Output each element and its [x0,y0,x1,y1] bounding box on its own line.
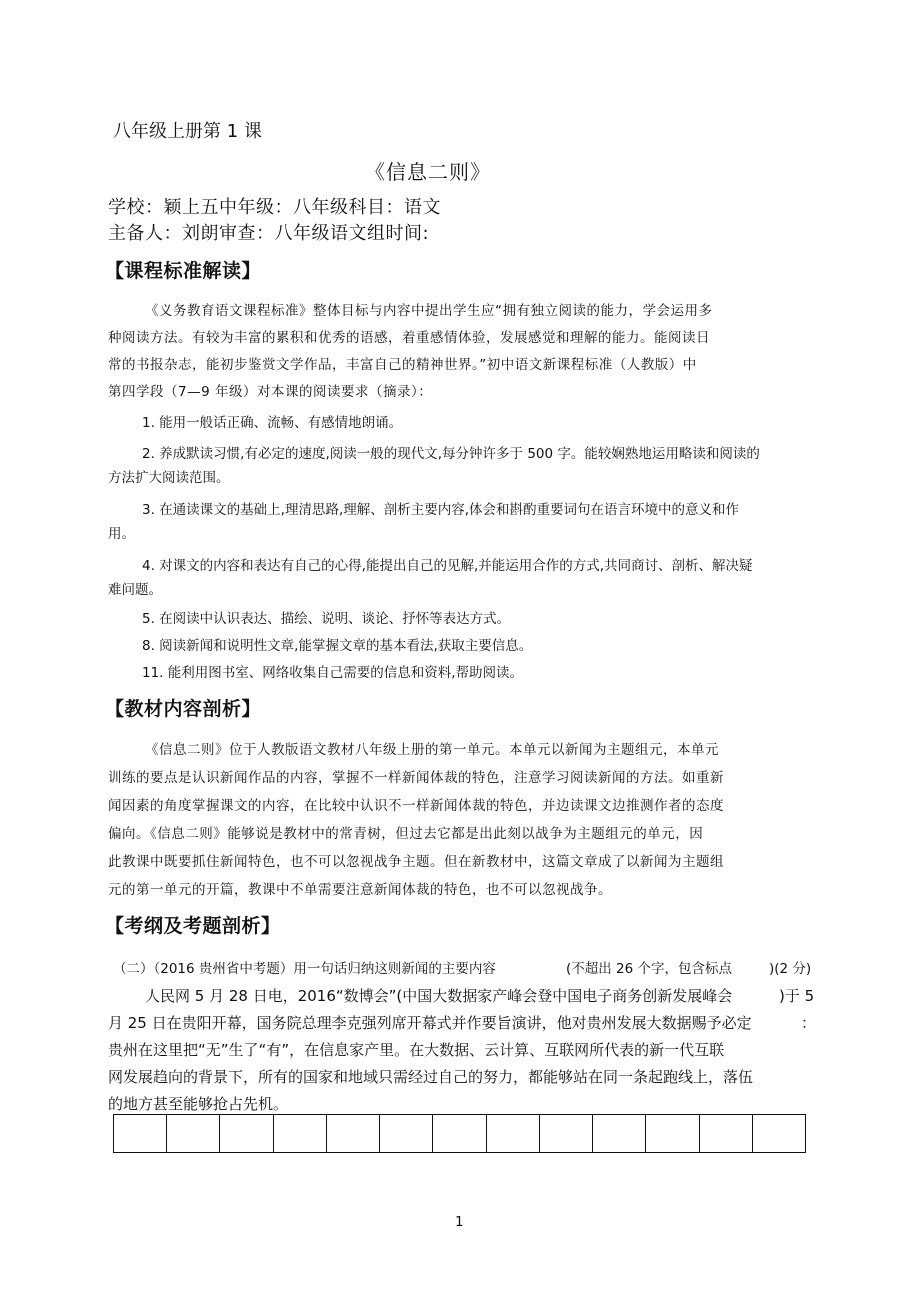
answer-box-cell[interactable] [645,1115,698,1152]
answer-box-grid [113,1114,806,1153]
paragraph-line: 《信息二则》位于人教版语文教材八年级上册的第一单元。本单元以新闻为主题组元，本单元 [145,742,719,758]
answer-box-cell[interactable] [432,1115,485,1152]
exam-question-right: )(2 分) [769,961,812,977]
page-title: 《信息二则》 [365,160,491,184]
exam-question-left: （二）（2016 贵州省中考题）用一句话归纳这则新闻的主要内容 [113,961,496,977]
requirement-item: 11. 能利用图书室、网络收集自己需要的信息和资料,帮助阅读。 [142,665,524,681]
passage-line: 人民网 5 月 28 日电，2016“数博会”(中国大数据家产峰会登中国电子商务创新发展峰会 [145,987,733,1005]
school-info-line: 学校：颖上五中年级：八年级科目：语文 [108,197,441,218]
passage-line: 贵州在这里把“无”生了“有”，在信息家产里。在大数据、云计算、互联网所代表的新一代互联 [108,1041,725,1059]
passage-line: 的地方甚至能够抢占先机。 [108,1095,289,1113]
requirement-item: 5. 在阅读中认识表达、描绘、说明、谈论、抒怀等表达方式。 [142,611,511,627]
answer-box-cell[interactable] [326,1115,379,1152]
requirement-item: 8. 阅读新闻和说明性文章,能掌握文章的基本看法,获取主要信息。 [142,638,533,654]
section-heading-exam: 【考纲及考题剖析】 [105,915,281,937]
requirement-item: 1. 能用一般话正确、流畅、有感情地朗诵。 [142,415,403,431]
section-heading-textbook: 【教材内容剖析】 [105,698,262,720]
requirement-item: 4. 对课文的内容和表达有自己的心得,能提出自己的见解,并能运用合作的方式,共同商讨、剖析、解决疑 [142,558,753,574]
page-number: 1 [455,1214,464,1230]
paragraph-line: 第四学段（7—9 年级）对本课的阅读要求（摘录）： [108,384,433,400]
requirement-item: 3. 在通读课文的基础上,理清思路,理解、剖析主要内容,体会和斟酌重要词句在语言环境中的意义和作 [142,502,740,518]
answer-box-cell[interactable] [486,1115,539,1152]
answer-box-cell[interactable] [699,1115,752,1152]
requirement-item: 2. 养成默读习惯,有必定的速度,阅读一般的现代文,每分钟许多于 500 字。能较娴熟地运用略读和阅读的 [142,446,760,462]
passage-line: 月 25 日在贵阳开幕，国务院总理李克强列席开幕式并作要旨演讲，他对贵州发展大数据赐予必定 [108,1014,752,1032]
paragraph-line: 闻因素的角度掌握课文的内容，在比较中认识不一样新闻体裁的特色，并边读课文边推测作者的态度 [108,798,724,814]
answer-box-cell[interactable] [592,1115,645,1152]
answer-box-cell[interactable] [114,1115,166,1152]
requirement-item-continued: 用。 [108,526,135,542]
paragraph-line: 种阅读方法。有较为丰富的累积和优秀的语感，着重感情体验，发展感觉和理解的能力。能阅读日 [108,330,710,346]
paragraph-line: 此教课中既要抓住新闻特色，也不可以忽视战争主题。但在新教材中，这篇文章成了以新闻为主题组 [108,854,724,870]
answer-box-cell[interactable] [539,1115,592,1152]
exam-question-mid: (不超出 26 个字，包含标点 [566,961,733,977]
grade-lesson-label: 八年级上册第 1 课 [113,121,262,142]
requirement-item-continued: 方法扩大阅读范围。 [108,470,230,486]
paragraph-line: 偏向。《信息二则》能够说是教材中的常青树，但过去它都是出此刻以战争为主题组元的单元，因 [108,826,704,842]
answer-box-cell[interactable] [273,1115,326,1152]
paragraph-line: 《义务教育语文课程标准》整体目标与内容中提出学生应“拥有独立阅读的能力，学会运用多 [145,303,713,319]
answer-box-cell[interactable] [166,1115,219,1152]
passage-line-end: )于 5 [779,987,815,1005]
paragraph-line: 元的第一单元的开篇，教课中不单需要注意新闻体裁的特色，也不可以忽视战争。 [108,882,612,898]
paragraph-line: 训练的要点是认识新闻作品的内容，掌握不一样新闻体裁的特色，注意学习阅读新闻的方法。如重新 [108,770,724,786]
passage-line: 网发展趋向的背景下，所有的国家和地域只需经过自己的努力，都能够站在同一条起跑线上，落伍 [108,1068,754,1086]
paragraph-line: 常的书报杂志，能初步鉴赏文学作品，丰富自己的精神世界。”初中语文新课程标准（人教版）中 [108,357,697,373]
preparer-info-line: 主备人：刘朗审查：八年级语文组时间: [108,223,430,244]
answer-box-cell[interactable] [752,1115,805,1152]
requirement-item-continued: 难问题。 [108,582,162,598]
answer-box-cell[interactable] [219,1115,272,1152]
passage-line-end: ： [801,1014,817,1032]
section-heading-curriculum: 【课程标准解读】 [105,260,262,282]
answer-box-cell[interactable] [379,1115,432,1152]
